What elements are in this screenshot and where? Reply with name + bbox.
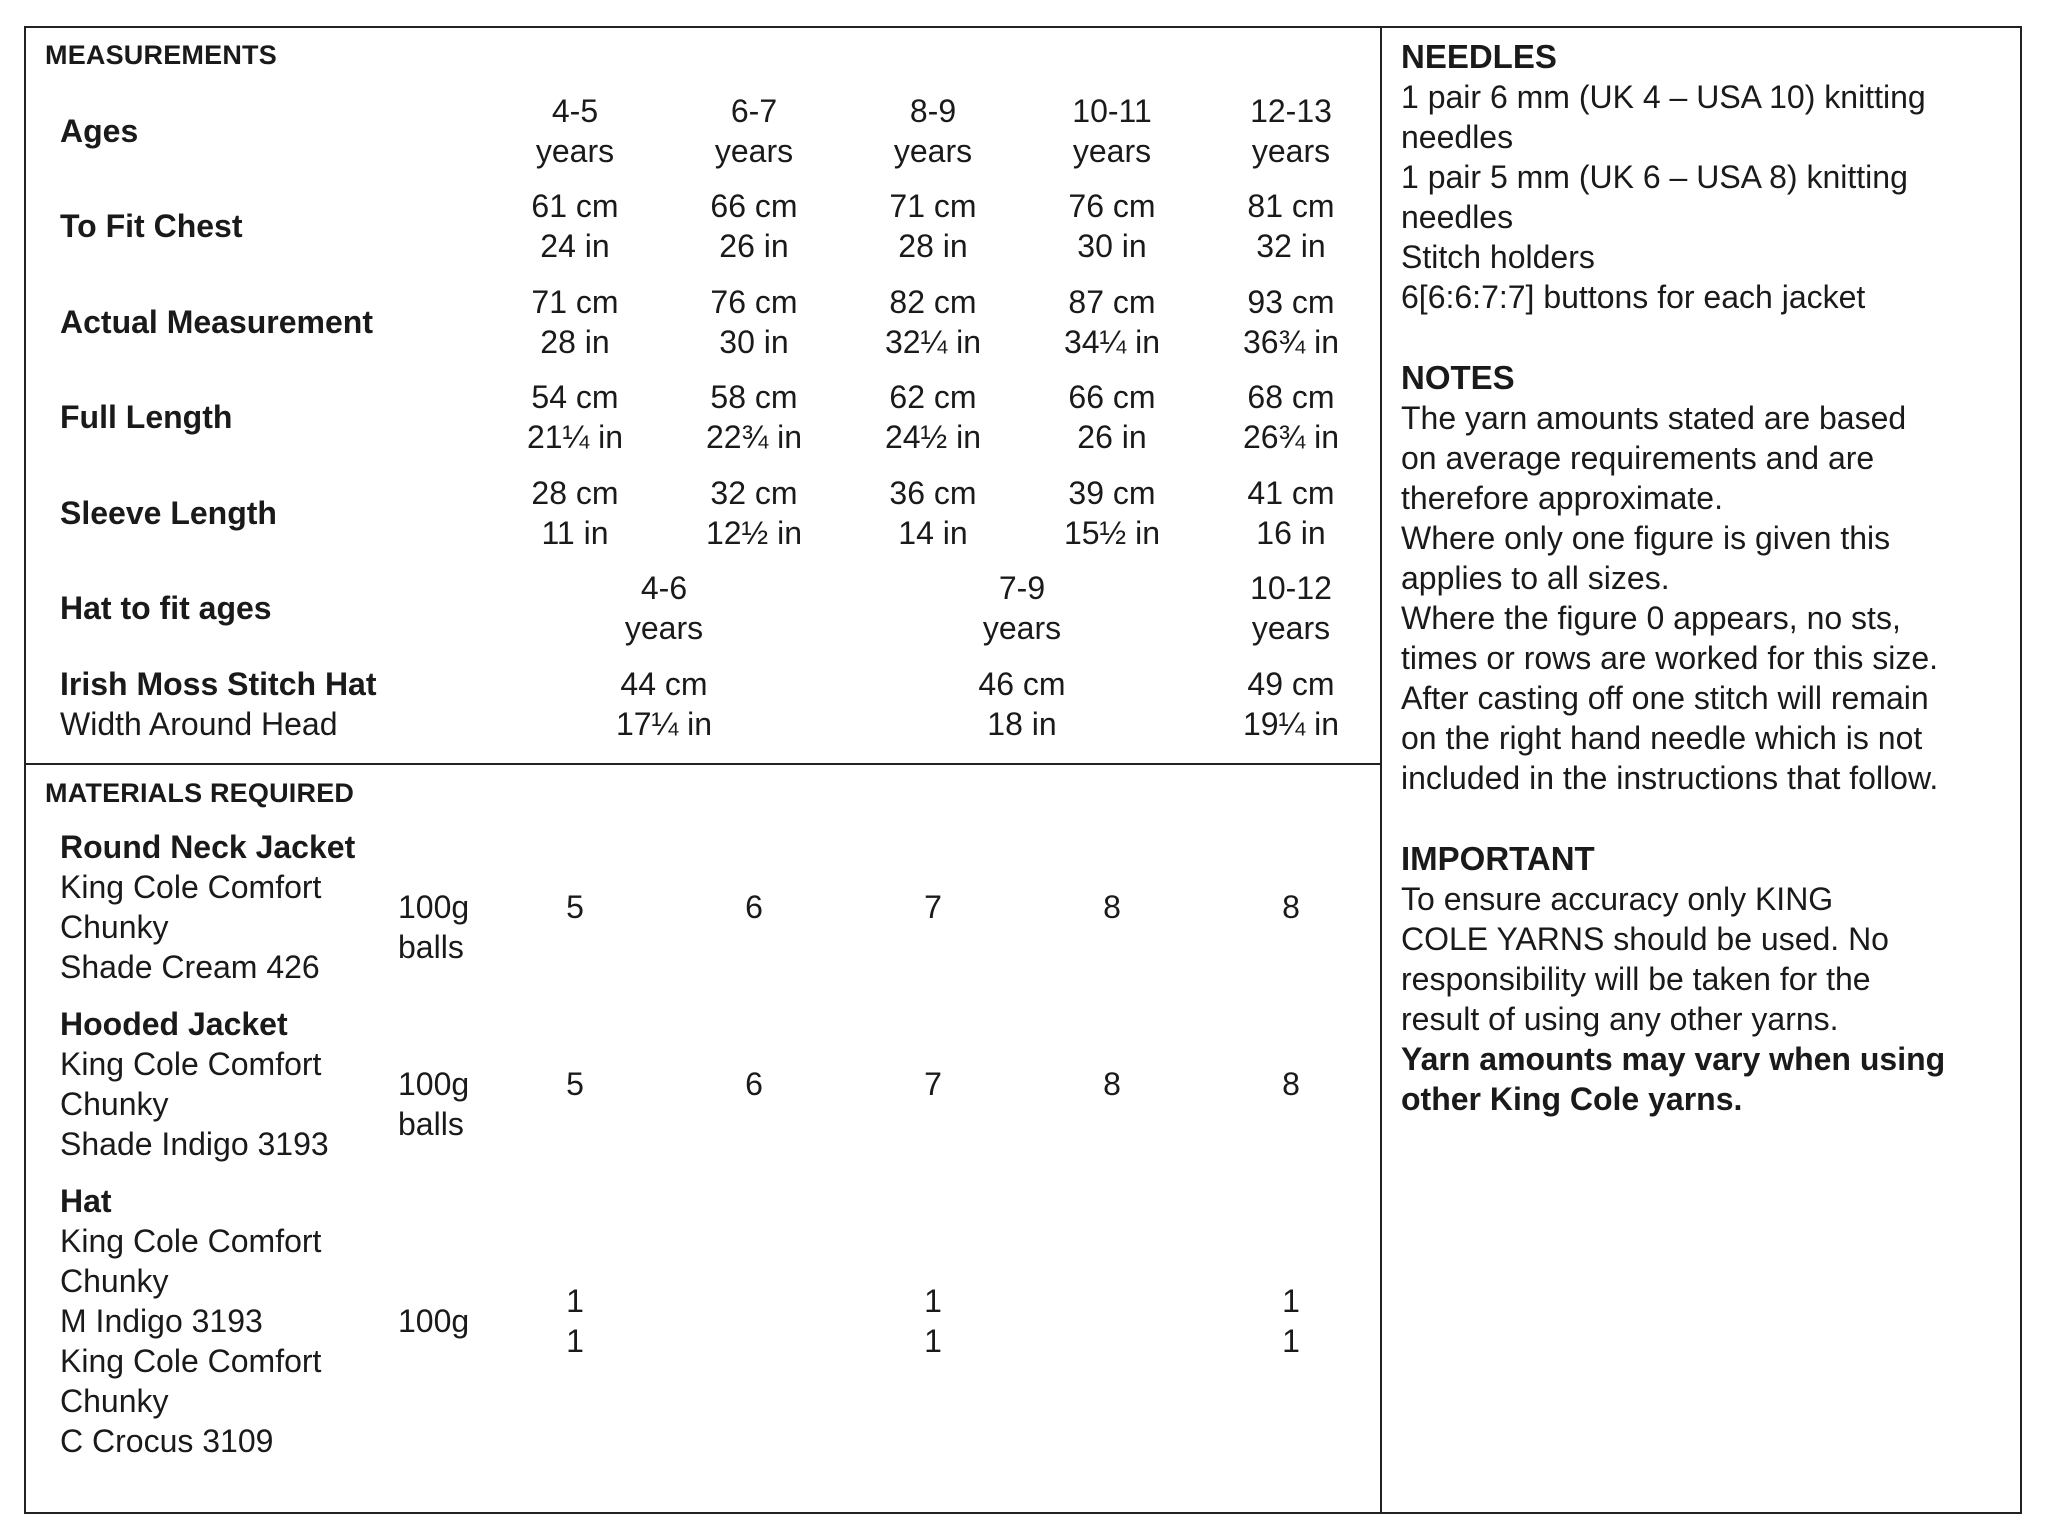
size-cell-value: years [1251, 133, 1331, 169]
size-cell-value: 71 cm [889, 188, 977, 224]
round-neck-ball-count: 8 [1103, 889, 1121, 925]
hat-age-cell: 10-12 [1250, 570, 1332, 606]
notes-line: The yarn amounts stated are based [1401, 400, 1907, 436]
round-neck-yarn-line: King Cole Comfort [60, 869, 322, 905]
hat-yarn-line: Chunky [60, 1263, 169, 1299]
size-cell-value: 39 cm [1068, 475, 1156, 511]
round-neck-yarn-line: Chunky [60, 909, 169, 945]
notes-heading: NOTES [1401, 359, 1515, 396]
notes-line: After casting off one stitch will remain [1401, 680, 1929, 716]
size-cell-value: 24 in [540, 228, 610, 264]
hat-age-cell: years [1251, 610, 1331, 646]
important-bold-line: Yarn amounts may vary when using [1401, 1041, 1946, 1077]
size-cell-value: 34¼ in [1063, 324, 1161, 360]
materials-heading: MATERIALS REQUIRED [45, 778, 355, 808]
hat-yarn-line: King Cole Comfort [60, 1223, 322, 1259]
size-cell-value: 26 in [1077, 419, 1147, 455]
hat-width-cell: 44 cm [620, 666, 708, 702]
hat-ball-count: 1 [1282, 1283, 1300, 1319]
needles-line: Stitch holders [1401, 239, 1595, 275]
section-divider [24, 763, 1381, 765]
hat-ball-count: 1 [1282, 1323, 1300, 1359]
notes-line: Where only one figure is given this [1401, 520, 1891, 556]
size-cell-value: 30 in [1077, 228, 1147, 264]
notes-line: therefore approximate. [1401, 480, 1723, 516]
size-cell-value: 14 in [898, 515, 968, 551]
row-label-hat-width: Irish Moss Stitch Hat [60, 666, 377, 702]
hooded-ball-count: 8 [1282, 1066, 1300, 1102]
important-line: COLE YARNS should be used. No [1401, 921, 1889, 957]
notes-line: on the right hand needle which is not [1401, 720, 1923, 756]
hat-unit: 100g [398, 1303, 470, 1339]
size-cell-value: 12-13 [1250, 93, 1332, 129]
round-neck-ball-count: 8 [1282, 889, 1300, 925]
round-neck-yarn-line: Shade Cream 426 [60, 949, 320, 985]
notes-line: applies to all sizes. [1401, 560, 1670, 596]
round-neck-unit: 100g [398, 889, 470, 925]
round-neck-ball-count: 5 [566, 889, 584, 925]
hat-age-cell: 4-6 [640, 570, 688, 606]
size-cell-value: 58 cm [710, 379, 798, 415]
hat-ball-count: 1 [924, 1283, 942, 1319]
hooded-ball-count: 8 [1103, 1066, 1121, 1102]
notes-line: on average requirements and are [1401, 440, 1875, 476]
row-label-length: Full Length [60, 399, 233, 435]
size-cell-value: 32¼ in [884, 324, 982, 360]
size-cell-value: 87 cm [1068, 284, 1156, 320]
column-divider [1380, 26, 1382, 1514]
hat-ball-count: 1 [566, 1283, 584, 1319]
size-cell-value: years [714, 133, 794, 169]
size-cell-value: 6-7 [730, 93, 778, 129]
size-cell-value: 81 cm [1247, 188, 1335, 224]
size-cell-value: 11 in [541, 515, 609, 551]
size-cell-value: 71 cm [531, 284, 619, 320]
hat-title: Hat [60, 1183, 112, 1219]
size-cell-value: 32 in [1256, 228, 1326, 264]
hat-age-cell: 7-9 [998, 570, 1046, 606]
hat-yarn-line: C Crocus 3109 [60, 1423, 274, 1459]
measurements-heading: MEASUREMENTS [45, 40, 277, 70]
size-cell-value: 30 in [719, 324, 789, 360]
hat-width-cell: 18 in [987, 706, 1057, 742]
hooded-yarn-line: Shade Indigo 3193 [60, 1126, 329, 1162]
hat-age-cell: years [982, 610, 1062, 646]
notes-line: times or rows are worked for this size. [1401, 640, 1939, 676]
size-cell-value: 93 cm [1247, 284, 1335, 320]
needles-line: needles [1401, 199, 1514, 235]
notes-line: included in the instructions that follow. [1401, 760, 1939, 796]
round-neck-ball-count: 7 [924, 889, 942, 925]
hat-ball-count: 1 [924, 1323, 942, 1359]
important-line: result of using any other yarns. [1401, 1001, 1839, 1037]
size-cell-value: years [1072, 133, 1152, 169]
size-cell-value: 32 cm [710, 475, 798, 511]
size-cell-value: 12½ in [705, 515, 803, 551]
size-cell-value: 76 cm [710, 284, 798, 320]
size-cell-value: 21¼ in [526, 419, 624, 455]
hooded-ball-count: 7 [924, 1066, 942, 1102]
size-cell-value: 4-5 [551, 93, 599, 129]
size-cell-value: 82 cm [889, 284, 977, 320]
hooded-unit: 100g [398, 1066, 470, 1102]
size-cell-value: 41 cm [1247, 475, 1335, 511]
size-cell-value: 68 cm [1247, 379, 1335, 415]
size-cell-value: 28 in [898, 228, 968, 264]
hat-yarn-line: King Cole Comfort [60, 1343, 322, 1379]
hat-width-cell: 17¼ in [615, 706, 713, 742]
hat-yarn-line: Chunky [60, 1383, 169, 1419]
size-cell-value: 16 in [1256, 515, 1326, 551]
size-cell-value: 28 in [540, 324, 610, 360]
size-cell-value: 36¾ in [1242, 324, 1340, 360]
notes-line: Where the figure 0 appears, no sts, [1401, 600, 1901, 636]
size-cell-value: 36 cm [889, 475, 977, 511]
size-cell-value: 24½ in [884, 419, 982, 455]
size-cell-value: 15½ in [1063, 515, 1161, 551]
row-label-actual: Actual Measurement [60, 304, 373, 340]
row-sublabel-hat-width: Width Around Head [60, 706, 338, 742]
row-label-sleeve: Sleeve Length [60, 495, 277, 531]
hat-width-cell: 46 cm [978, 666, 1066, 702]
needles-line: 6[6:6:7:7] buttons for each jacket [1401, 279, 1866, 315]
size-cell-value: 76 cm [1068, 188, 1156, 224]
size-cell-value: 8-9 [909, 93, 957, 129]
needles-line: 1 pair 5 mm (UK 6 – USA 8) knitting [1401, 159, 1908, 195]
size-cell-value: years [535, 133, 615, 169]
hat-ball-count: 1 [566, 1323, 584, 1359]
important-bold-line: other King Cole yarns. [1401, 1081, 1743, 1117]
hooded-unit: balls [398, 1106, 464, 1142]
hat-yarn-line: M Indigo 3193 [60, 1303, 263, 1339]
size-cell-value: 22¾ in [705, 419, 803, 455]
hooded-ball-count: 5 [566, 1066, 584, 1102]
hat-width-cell: 49 cm [1247, 666, 1335, 702]
size-cell-value: 28 cm [531, 475, 619, 511]
size-cell-value: 66 cm [1068, 379, 1156, 415]
size-cell-value: 54 cm [531, 379, 619, 415]
size-cell-value: 26 in [719, 228, 789, 264]
needles-line: 1 pair 6 mm (UK 4 – USA 10) knitting [1401, 79, 1926, 115]
hat-age-cell: years [624, 610, 704, 646]
hooded-title: Hooded Jacket [60, 1006, 288, 1042]
important-line: responsibility will be taken for the [1401, 961, 1871, 997]
round-neck-title: Round Neck Jacket [60, 829, 356, 865]
round-neck-unit: balls [398, 929, 464, 965]
important-heading: IMPORTANT [1401, 840, 1595, 877]
size-cell-value: 62 cm [889, 379, 977, 415]
needles-line: needles [1401, 119, 1514, 155]
hooded-yarn-line: Chunky [60, 1086, 169, 1122]
size-cell-value: 26¾ in [1242, 419, 1340, 455]
important-line: To ensure accuracy only KING [1401, 881, 1834, 917]
size-cell-value: 61 cm [531, 188, 619, 224]
size-cell-value: 66 cm [710, 188, 798, 224]
needles-heading: NEEDLES [1401, 38, 1557, 75]
round-neck-ball-count: 6 [745, 889, 763, 925]
size-cell-value: years [893, 133, 973, 169]
hat-width-cell: 19¼ in [1242, 706, 1340, 742]
row-label-chest: To Fit Chest [60, 208, 243, 244]
size-cell-value: 10-11 [1072, 93, 1152, 129]
hooded-yarn-line: King Cole Comfort [60, 1046, 322, 1082]
row-label-ages: Ages [60, 113, 139, 149]
hooded-ball-count: 6 [745, 1066, 763, 1102]
row-label-hat-ages: Hat to fit ages [60, 590, 272, 626]
